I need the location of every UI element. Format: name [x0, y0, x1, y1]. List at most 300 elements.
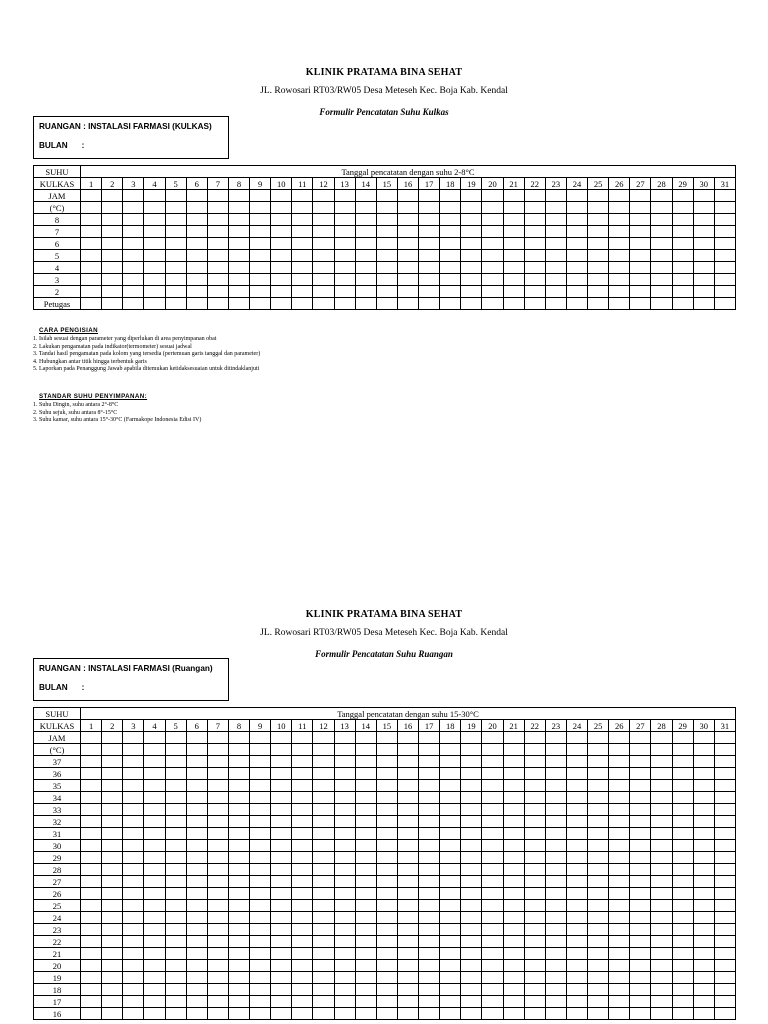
grid-cell[interactable]: [714, 816, 735, 828]
grid-cell[interactable]: [503, 960, 524, 972]
grid-cell[interactable]: [714, 190, 735, 202]
grid-cell[interactable]: [207, 274, 228, 286]
grid-cell[interactable]: [566, 1008, 587, 1020]
grid-cell[interactable]: [714, 852, 735, 864]
grid-cell[interactable]: [165, 202, 186, 214]
grid-cell[interactable]: [482, 852, 503, 864]
grid-cell[interactable]: [397, 840, 418, 852]
grid-cell[interactable]: [482, 864, 503, 876]
grid-cell[interactable]: [207, 972, 228, 984]
grid-cell[interactable]: [588, 250, 609, 262]
grid-cell[interactable]: [228, 226, 249, 238]
grid-cell[interactable]: [545, 852, 566, 864]
grid-cell[interactable]: [419, 202, 440, 214]
grid-cell[interactable]: [714, 912, 735, 924]
grid-cell[interactable]: [186, 864, 207, 876]
grid-cell[interactable]: [228, 756, 249, 768]
grid-cell[interactable]: [693, 768, 714, 780]
grid-cell[interactable]: [123, 238, 144, 250]
grid-cell[interactable]: [144, 732, 165, 744]
grid-cell[interactable]: [144, 238, 165, 250]
grid-cell[interactable]: [207, 190, 228, 202]
grid-cell[interactable]: [524, 274, 545, 286]
grid-cell[interactable]: [545, 202, 566, 214]
grid-cell[interactable]: [186, 888, 207, 900]
grid-cell[interactable]: [292, 768, 313, 780]
grid-cell[interactable]: [693, 972, 714, 984]
grid-cell[interactable]: [144, 816, 165, 828]
grid-cell[interactable]: [271, 840, 292, 852]
grid-cell[interactable]: [376, 792, 397, 804]
grid-cell[interactable]: [524, 996, 545, 1008]
grid-cell[interactable]: [313, 286, 334, 298]
grid-cell[interactable]: [102, 238, 123, 250]
grid-cell[interactable]: [545, 780, 566, 792]
grid-cell[interactable]: [250, 948, 271, 960]
grid-cell[interactable]: [651, 780, 672, 792]
grid-cell[interactable]: [334, 924, 355, 936]
grid-cell[interactable]: [102, 780, 123, 792]
grid-cell[interactable]: [397, 996, 418, 1008]
grid-cell[interactable]: [207, 792, 228, 804]
grid-cell[interactable]: [588, 768, 609, 780]
grid-cell[interactable]: [102, 768, 123, 780]
grid-cell[interactable]: [566, 912, 587, 924]
grid-cell[interactable]: [144, 214, 165, 226]
grid-cell[interactable]: [545, 960, 566, 972]
grid-cell[interactable]: [419, 274, 440, 286]
grid-cell[interactable]: [271, 214, 292, 226]
grid-cell[interactable]: [482, 936, 503, 948]
grid-cell[interactable]: [609, 1008, 630, 1020]
grid-cell[interactable]: [651, 214, 672, 226]
grid-cell[interactable]: [524, 792, 545, 804]
grid-cell[interactable]: [566, 214, 587, 226]
grid-cell[interactable]: [165, 286, 186, 298]
grid-cell[interactable]: [207, 202, 228, 214]
grid-cell[interactable]: [440, 202, 461, 214]
grid-cell[interactable]: [503, 202, 524, 214]
grid-cell[interactable]: [461, 876, 482, 888]
grid-cell[interactable]: [250, 924, 271, 936]
grid-cell[interactable]: [588, 214, 609, 226]
grid-cell[interactable]: [81, 996, 102, 1008]
grid-cell[interactable]: [588, 852, 609, 864]
grid-cell[interactable]: [376, 744, 397, 756]
grid-cell[interactable]: [334, 864, 355, 876]
grid-cell[interactable]: [482, 840, 503, 852]
grid-cell[interactable]: [651, 888, 672, 900]
grid-cell[interactable]: [144, 828, 165, 840]
grid-cell[interactable]: [102, 804, 123, 816]
grid-cell[interactable]: [440, 226, 461, 238]
grid-cell[interactable]: [482, 250, 503, 262]
grid-cell[interactable]: [376, 996, 397, 1008]
grid-cell[interactable]: [313, 816, 334, 828]
grid-cell[interactable]: [123, 888, 144, 900]
grid-cell[interactable]: [693, 900, 714, 912]
grid-cell[interactable]: [228, 960, 249, 972]
grid-cell[interactable]: [81, 792, 102, 804]
grid-cell[interactable]: [693, 888, 714, 900]
grid-cell[interactable]: [440, 852, 461, 864]
grid-cell[interactable]: [81, 202, 102, 214]
grid-cell[interactable]: [81, 1008, 102, 1020]
grid-cell[interactable]: [334, 202, 355, 214]
grid-cell[interactable]: [566, 238, 587, 250]
grid-cell[interactable]: [419, 214, 440, 226]
grid-cell[interactable]: [102, 984, 123, 996]
grid-cell[interactable]: [81, 912, 102, 924]
grid-cell[interactable]: [566, 792, 587, 804]
grid-cell[interactable]: [228, 238, 249, 250]
grid-cell[interactable]: [419, 262, 440, 274]
grid-cell[interactable]: [440, 924, 461, 936]
grid-cell[interactable]: [482, 202, 503, 214]
grid-cell[interactable]: [144, 996, 165, 1008]
grid-cell[interactable]: [123, 876, 144, 888]
grid-cell[interactable]: [165, 864, 186, 876]
grid-cell[interactable]: [524, 972, 545, 984]
grid-cell[interactable]: [566, 852, 587, 864]
grid-cell[interactable]: [630, 792, 651, 804]
grid-cell[interactable]: [165, 840, 186, 852]
grid-cell[interactable]: [524, 768, 545, 780]
grid-cell[interactable]: [545, 756, 566, 768]
grid-cell[interactable]: [271, 828, 292, 840]
grid-cell[interactable]: [461, 274, 482, 286]
grid-cell[interactable]: [123, 744, 144, 756]
grid-cell[interactable]: [334, 948, 355, 960]
grid-cell[interactable]: [545, 984, 566, 996]
grid-cell[interactable]: [672, 828, 693, 840]
grid-cell[interactable]: [630, 768, 651, 780]
grid-cell[interactable]: [714, 262, 735, 274]
grid-cell[interactable]: [672, 274, 693, 286]
grid-cell[interactable]: [693, 876, 714, 888]
grid-cell[interactable]: [186, 274, 207, 286]
grid-cell[interactable]: [397, 732, 418, 744]
grid-cell[interactable]: [609, 864, 630, 876]
grid-cell[interactable]: [397, 852, 418, 864]
grid-cell[interactable]: [693, 984, 714, 996]
grid-cell[interactable]: [144, 190, 165, 202]
grid-cell[interactable]: [440, 238, 461, 250]
grid-cell[interactable]: [271, 792, 292, 804]
grid-cell[interactable]: [292, 262, 313, 274]
grid-cell[interactable]: [165, 852, 186, 864]
grid-cell[interactable]: [503, 756, 524, 768]
grid-cell[interactable]: [419, 768, 440, 780]
grid-cell[interactable]: [250, 1008, 271, 1020]
grid-cell[interactable]: [228, 780, 249, 792]
grid-cell[interactable]: [271, 768, 292, 780]
grid-cell[interactable]: [693, 948, 714, 960]
grid-cell[interactable]: [376, 202, 397, 214]
grid-cell[interactable]: [440, 298, 461, 310]
grid-cell[interactable]: [334, 984, 355, 996]
grid-cell[interactable]: [292, 888, 313, 900]
grid-cell[interactable]: [207, 876, 228, 888]
grid-cell[interactable]: [630, 250, 651, 262]
grid-cell[interactable]: [672, 804, 693, 816]
grid-cell[interactable]: [545, 1008, 566, 1020]
grid-cell[interactable]: [482, 780, 503, 792]
grid-cell[interactable]: [271, 924, 292, 936]
grid-cell[interactable]: [482, 756, 503, 768]
grid-cell[interactable]: [397, 226, 418, 238]
grid-cell[interactable]: [165, 792, 186, 804]
grid-cell[interactable]: [207, 250, 228, 262]
grid-cell[interactable]: [397, 948, 418, 960]
grid-cell[interactable]: [651, 202, 672, 214]
grid-cell[interactable]: [714, 744, 735, 756]
grid-cell[interactable]: [545, 876, 566, 888]
grid-cell[interactable]: [81, 190, 102, 202]
grid-cell[interactable]: [630, 888, 651, 900]
grid-cell[interactable]: [672, 816, 693, 828]
grid-cell[interactable]: [566, 936, 587, 948]
grid-cell[interactable]: [228, 768, 249, 780]
grid-cell[interactable]: [714, 960, 735, 972]
grid-cell[interactable]: [524, 948, 545, 960]
grid-cell[interactable]: [123, 924, 144, 936]
grid-cell[interactable]: [588, 888, 609, 900]
grid-cell[interactable]: [419, 840, 440, 852]
grid-cell[interactable]: [207, 996, 228, 1008]
grid-cell[interactable]: [271, 226, 292, 238]
grid-cell[interactable]: [714, 828, 735, 840]
grid-cell[interactable]: [165, 190, 186, 202]
grid-cell[interactable]: [651, 804, 672, 816]
grid-cell[interactable]: [524, 756, 545, 768]
grid-cell[interactable]: [440, 190, 461, 202]
grid-cell[interactable]: [588, 912, 609, 924]
grid-cell[interactable]: [630, 972, 651, 984]
grid-cell[interactable]: [144, 912, 165, 924]
grid-cell[interactable]: [503, 828, 524, 840]
grid-cell[interactable]: [503, 732, 524, 744]
grid-cell[interactable]: [334, 274, 355, 286]
grid-cell[interactable]: [609, 828, 630, 840]
grid-cell[interactable]: [81, 780, 102, 792]
grid-cell[interactable]: [250, 888, 271, 900]
grid-cell[interactable]: [440, 984, 461, 996]
grid-cell[interactable]: [461, 768, 482, 780]
grid-cell[interactable]: [545, 888, 566, 900]
grid-cell[interactable]: [588, 972, 609, 984]
grid-cell[interactable]: [207, 298, 228, 310]
grid-cell[interactable]: [440, 840, 461, 852]
grid-cell[interactable]: [123, 948, 144, 960]
grid-cell[interactable]: [355, 948, 376, 960]
grid-cell[interactable]: [545, 744, 566, 756]
grid-cell[interactable]: [81, 816, 102, 828]
grid-cell[interactable]: [207, 864, 228, 876]
grid-cell[interactable]: [313, 888, 334, 900]
grid-cell[interactable]: [313, 226, 334, 238]
grid-cell[interactable]: [123, 780, 144, 792]
grid-cell[interactable]: [461, 984, 482, 996]
grid-cell[interactable]: [376, 852, 397, 864]
grid-cell[interactable]: [355, 298, 376, 310]
grid-cell[interactable]: [355, 996, 376, 1008]
grid-cell[interactable]: [609, 286, 630, 298]
grid-cell[interactable]: [461, 190, 482, 202]
grid-cell[interactable]: [545, 816, 566, 828]
grid-cell[interactable]: [292, 876, 313, 888]
grid-cell[interactable]: [482, 948, 503, 960]
grid-cell[interactable]: [566, 226, 587, 238]
grid-cell[interactable]: [355, 840, 376, 852]
grid-cell[interactable]: [313, 792, 334, 804]
grid-cell[interactable]: [376, 972, 397, 984]
grid-cell[interactable]: [313, 190, 334, 202]
grid-cell[interactable]: [334, 936, 355, 948]
grid-cell[interactable]: [440, 1008, 461, 1020]
grid-cell[interactable]: [250, 900, 271, 912]
grid-cell[interactable]: [609, 912, 630, 924]
grid-cell[interactable]: [186, 924, 207, 936]
grid-cell[interactable]: [651, 768, 672, 780]
grid-cell[interactable]: [355, 960, 376, 972]
grid-cell[interactable]: [355, 226, 376, 238]
grid-cell[interactable]: [397, 1008, 418, 1020]
grid-cell[interactable]: [292, 984, 313, 996]
grid-cell[interactable]: [228, 828, 249, 840]
grid-cell[interactable]: [651, 972, 672, 984]
grid-cell[interactable]: [81, 274, 102, 286]
grid-cell[interactable]: [207, 828, 228, 840]
grid-cell[interactable]: [102, 828, 123, 840]
grid-cell[interactable]: [672, 972, 693, 984]
grid-cell[interactable]: [482, 912, 503, 924]
grid-cell[interactable]: [228, 996, 249, 1008]
grid-cell[interactable]: [609, 274, 630, 286]
grid-cell[interactable]: [144, 792, 165, 804]
grid-cell[interactable]: [165, 876, 186, 888]
grid-cell[interactable]: [609, 840, 630, 852]
grid-cell[interactable]: [186, 732, 207, 744]
grid-cell[interactable]: [165, 298, 186, 310]
grid-cell[interactable]: [693, 190, 714, 202]
grid-cell[interactable]: [545, 948, 566, 960]
grid-cell[interactable]: [123, 984, 144, 996]
grid-cell[interactable]: [545, 732, 566, 744]
grid-cell[interactable]: [672, 262, 693, 274]
grid-cell[interactable]: [609, 972, 630, 984]
grid-cell[interactable]: [292, 744, 313, 756]
grid-cell[interactable]: [186, 960, 207, 972]
grid-cell[interactable]: [355, 900, 376, 912]
grid-cell[interactable]: [461, 924, 482, 936]
grid-cell[interactable]: [630, 732, 651, 744]
grid-cell[interactable]: [186, 840, 207, 852]
grid-cell[interactable]: [461, 912, 482, 924]
grid-cell[interactable]: [271, 286, 292, 298]
grid-cell[interactable]: [165, 960, 186, 972]
grid-cell[interactable]: [250, 984, 271, 996]
grid-cell[interactable]: [123, 756, 144, 768]
grid-cell[interactable]: [355, 1008, 376, 1020]
grid-cell[interactable]: [313, 876, 334, 888]
grid-cell[interactable]: [503, 924, 524, 936]
grid-cell[interactable]: [461, 202, 482, 214]
grid-cell[interactable]: [609, 190, 630, 202]
grid-cell[interactable]: [609, 804, 630, 816]
grid-cell[interactable]: [693, 780, 714, 792]
grid-cell[interactable]: [524, 226, 545, 238]
grid-cell[interactable]: [334, 996, 355, 1008]
grid-cell[interactable]: [207, 900, 228, 912]
grid-cell[interactable]: [271, 912, 292, 924]
grid-cell[interactable]: [503, 1008, 524, 1020]
grid-cell[interactable]: [102, 250, 123, 262]
grid-cell[interactable]: [714, 924, 735, 936]
grid-cell[interactable]: [566, 900, 587, 912]
grid-cell[interactable]: [461, 900, 482, 912]
grid-cell[interactable]: [355, 768, 376, 780]
grid-cell[interactable]: [292, 936, 313, 948]
grid-cell[interactable]: [714, 864, 735, 876]
grid-cell[interactable]: [693, 936, 714, 948]
grid-cell[interactable]: [313, 900, 334, 912]
grid-cell[interactable]: [376, 936, 397, 948]
grid-cell[interactable]: [292, 286, 313, 298]
grid-cell[interactable]: [186, 912, 207, 924]
grid-cell[interactable]: [588, 828, 609, 840]
grid-cell[interactable]: [144, 888, 165, 900]
grid-cell[interactable]: [419, 924, 440, 936]
grid-cell[interactable]: [313, 852, 334, 864]
grid-cell[interactable]: [186, 816, 207, 828]
grid-cell[interactable]: [144, 744, 165, 756]
grid-cell[interactable]: [545, 238, 566, 250]
grid-cell[interactable]: [334, 780, 355, 792]
grid-cell[interactable]: [461, 238, 482, 250]
grid-cell[interactable]: [588, 780, 609, 792]
grid-cell[interactable]: [461, 948, 482, 960]
grid-cell[interactable]: [588, 298, 609, 310]
grid-cell[interactable]: [482, 262, 503, 274]
grid-cell[interactable]: [165, 996, 186, 1008]
grid-cell[interactable]: [566, 298, 587, 310]
grid-cell[interactable]: [630, 936, 651, 948]
grid-cell[interactable]: [672, 948, 693, 960]
grid-cell[interactable]: [334, 1008, 355, 1020]
grid-cell[interactable]: [524, 190, 545, 202]
grid-cell[interactable]: [271, 888, 292, 900]
grid-cell[interactable]: [313, 732, 334, 744]
grid-cell[interactable]: [482, 298, 503, 310]
grid-cell[interactable]: [81, 888, 102, 900]
grid-cell[interactable]: [81, 936, 102, 948]
grid-cell[interactable]: [334, 298, 355, 310]
grid-cell[interactable]: [81, 756, 102, 768]
grid-cell[interactable]: [123, 852, 144, 864]
grid-cell[interactable]: [419, 864, 440, 876]
grid-cell[interactable]: [207, 960, 228, 972]
grid-cell[interactable]: [651, 286, 672, 298]
grid-cell[interactable]: [123, 732, 144, 744]
grid-cell[interactable]: [609, 876, 630, 888]
grid-cell[interactable]: [250, 840, 271, 852]
grid-cell[interactable]: [440, 960, 461, 972]
grid-cell[interactable]: [672, 792, 693, 804]
grid-cell[interactable]: [693, 1008, 714, 1020]
grid-cell[interactable]: [482, 960, 503, 972]
grid-cell[interactable]: [397, 744, 418, 756]
